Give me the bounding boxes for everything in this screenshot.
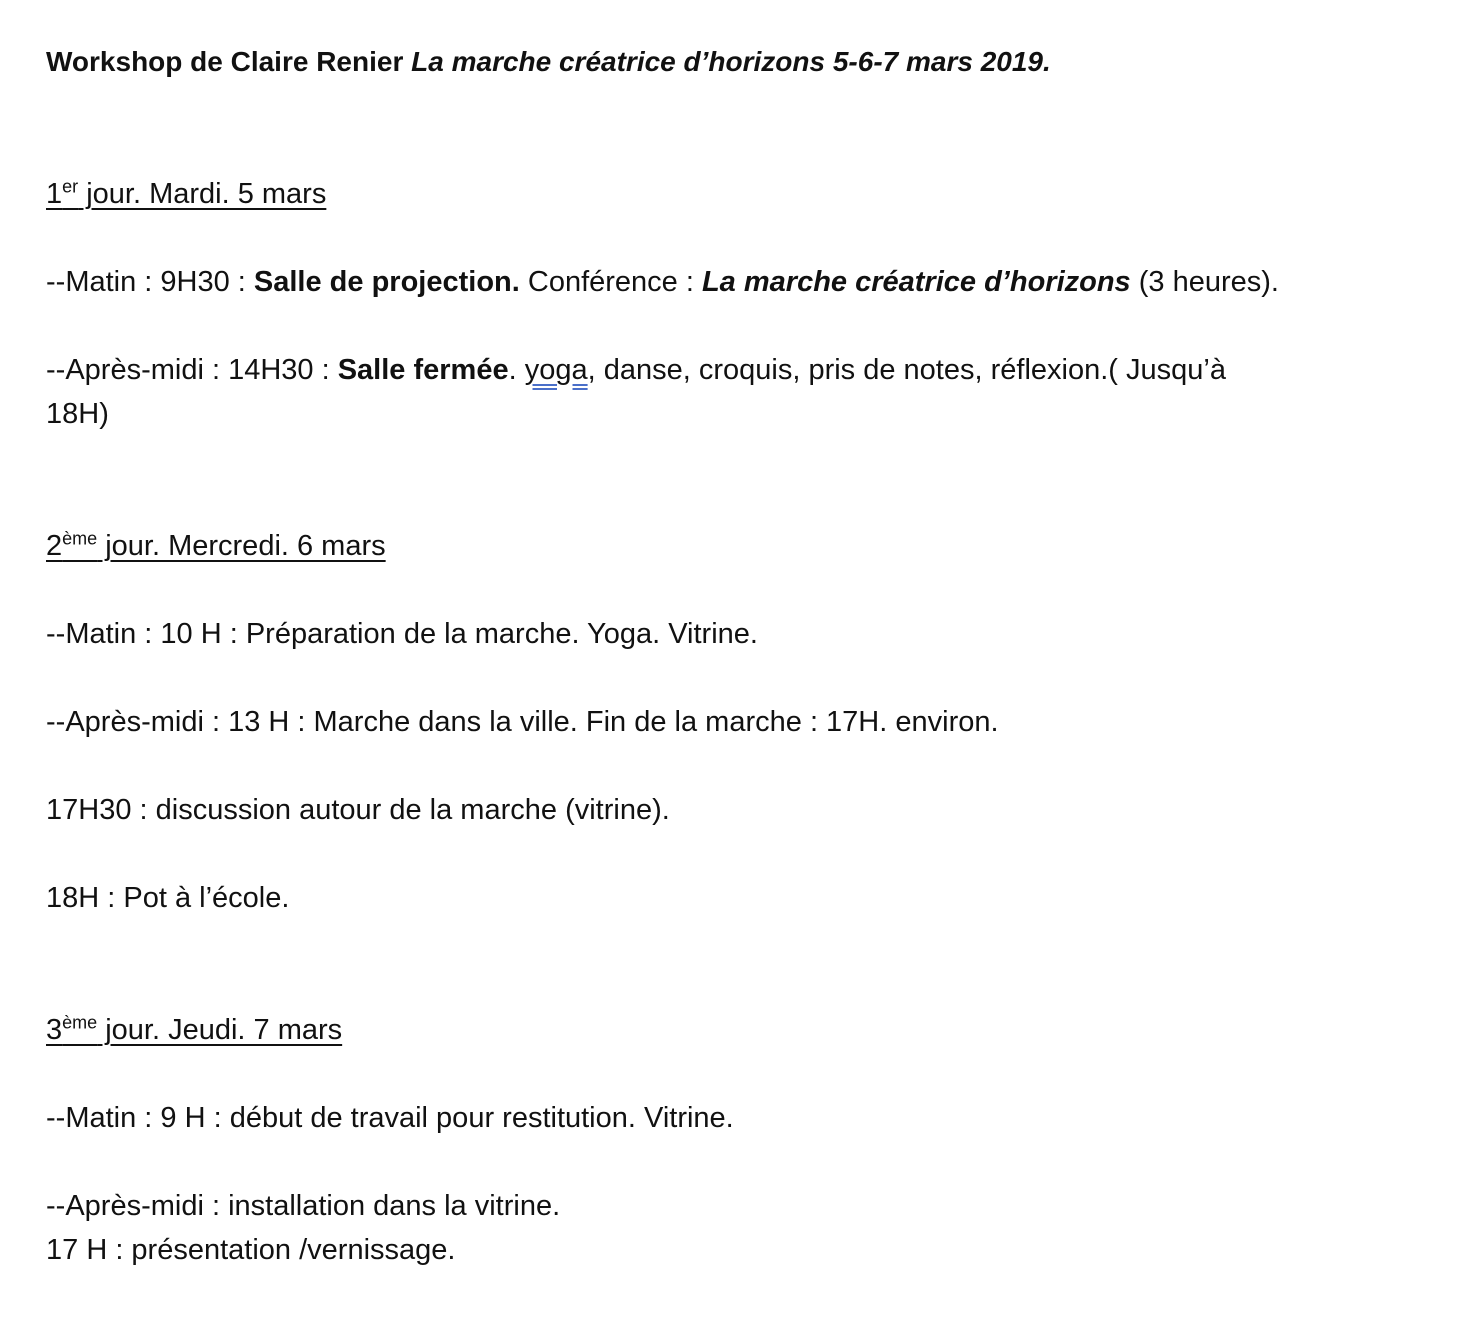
day3-presentation: 17 H : présentation /vernissage. [46,1234,456,1266]
day1-morning-time: --Matin : 9H30 : [46,266,254,298]
day1-heading-suffix: er [62,176,79,197]
day2-heading [46,528,386,564]
day2-heading-number: 2 [46,530,63,562]
day1-afternoon-yoga-word: yoga [524,354,588,386]
day1-afternoon-time: --Après-midi : 14H30 : [46,354,338,386]
day1-heading-number: 1 [46,178,63,210]
day2-afternoon: --Après-midi : 13 H : Marche dans la ville. Fin de la marche : 17H. environ. [46,706,999,738]
day1-morning-place: Salle de projection. [253,266,520,298]
title-author: Workshop de Claire Renier [46,46,412,77]
day1-heading [46,176,326,212]
day2-morning: --Matin : 10 H : Préparation de la marche. Yoga. Vitrine. [46,618,758,650]
day1-afternoon-separator: . [508,354,525,386]
day2-discussion: 17H30 : discussion autour de la marche (vitrine). [46,794,670,826]
day1-morning-label: Conférence : [519,266,702,298]
day3-heading-number: 3 [46,1014,63,1046]
day3-afternoon: --Après-midi : installation dans la vitrine. [46,1190,561,1222]
day1-afternoon-end: 18H) [46,398,109,430]
day2-heading-text: jour. Mercredi. 6 mars [97,530,386,562]
day1-afternoon-activities: , danse, croquis, pris de notes, réflexion.( Jusqu’à [587,354,1226,386]
day3-morning: --Matin : 9 H : début de travail pour restitution. Vitrine. [46,1102,734,1134]
day1-afternoon [46,352,1226,388]
day1-heading-text: jour. Mardi. 5 mars [78,178,327,210]
day3-heading-suffix: ème [62,1012,98,1033]
day1-morning [46,264,1279,300]
day1-afternoon-place: Salle fermée [337,354,509,386]
document-title [46,44,1051,80]
day2-pot: 18H : Pot à l’école. [46,882,290,914]
day3-heading [46,1012,342,1048]
day2-heading-suffix: ème [62,528,98,549]
day1-morning-talk-title: La marche créatrice d’horizons [701,266,1131,298]
day1-morning-duration: (3 heures). [1130,266,1279,298]
day3-heading-text: jour. Jeudi. 7 mars [97,1014,343,1046]
title-workshop-name: La marche créatrice d’horizons 5-6-7 mars 2019. [411,46,1051,77]
